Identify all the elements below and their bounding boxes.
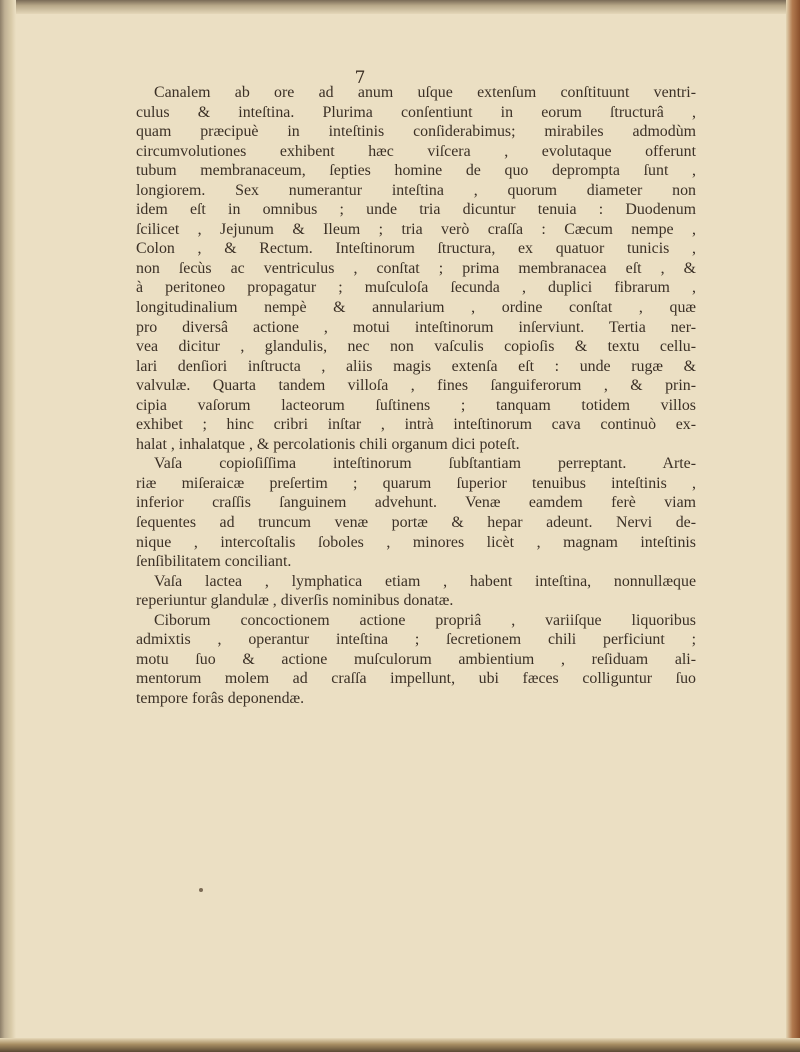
text-line: culus & inteſtina. Plurima conſentiunt in eorum ſtructurâ , bbox=[136, 103, 696, 121]
text-line: mentorum molem ad craſſa impellunt, ubi fæces colliguntur ſuo bbox=[136, 670, 696, 688]
body-text bbox=[136, 83, 696, 709]
text-line: inferior craſſis ſanguinem advehunt. Venæ eamdem ferè viam bbox=[136, 494, 696, 512]
page-top-edge bbox=[0, 0, 800, 14]
text-line: ſequentes ad truncum venæ portæ & hepar adeunt. Nervi de- bbox=[136, 514, 696, 532]
text-line: halat , inhalatque , & percolationis chili organum dici poteſt. bbox=[136, 435, 520, 453]
text-line: valvulæ. Quarta tandem villoſa , fines ſanguiferorum , & prin- bbox=[136, 377, 696, 395]
text-line: lari denſiori inſtructa , aliis magis extenſa eſt : unde rugæ & bbox=[136, 357, 696, 375]
text-line: Vaſa lactea , lymphatica etiam , habent inteſtina, nonnullæque bbox=[154, 572, 696, 590]
text-line: longiorem. Sex numerantur inteſtina , quorum diameter non bbox=[136, 181, 696, 199]
text-line: tempore forâs deponendæ. bbox=[136, 689, 305, 707]
ink-spot bbox=[199, 888, 203, 892]
text-line: pro diversâ actione , motui inteſtinorum inſerviunt. Tertia ner- bbox=[136, 318, 696, 336]
page-right-edge bbox=[786, 0, 800, 1052]
text-line: circumvolutiones exhibent hæc viſcera , evolutaque offerunt bbox=[136, 142, 696, 160]
text-line: reperiuntur glandulæ , diverſis nominibus donatæ. bbox=[136, 592, 454, 610]
page-bottom-edge bbox=[0, 1038, 800, 1052]
text-line: Ciborum concoctionem actione propriâ , variiſque liquoribus bbox=[154, 611, 696, 629]
text-line: ſcilicet , Jejunum & Ileum ; tria verò craſſa : Cæcum nempe , bbox=[136, 220, 696, 238]
page-left-edge bbox=[0, 0, 16, 1052]
text-line: admixtis , operantur inteſtina ; ſecretionem chili perficiunt ; bbox=[136, 631, 696, 649]
text-line: tubum membranaceum, ſepties homine de quo deprompta ſunt , bbox=[136, 162, 696, 180]
text-line: à peritoneo propagatur ; muſculoſa ſecunda , duplici fibrarum , bbox=[136, 279, 696, 297]
text-line: exhibet ; hinc cribri inſtar , intrà inteſtinorum cava continuò ex- bbox=[136, 416, 696, 434]
text-line: Colon , & Rectum. Inteſtinorum ſtructura, ex quatuor tunicis , bbox=[136, 240, 696, 258]
text-line: longitudinalium nempè & annularium , ordine conſtat , quæ bbox=[136, 299, 696, 317]
text-line: ſenſibilitatem conciliant. bbox=[136, 553, 292, 571]
text-line: vea dicitur , glandulis, nec non vaſculis copioſis & textu cellu- bbox=[136, 338, 696, 356]
page-number: 7 bbox=[354, 68, 366, 88]
text-line: riæ miſeraicæ preſertim ; quarum ſuperior tenuibus inteſtinis , bbox=[136, 474, 696, 492]
text-line: nique , intercoſtalis ſoboles , minores licèt , magnam inteſtinis bbox=[136, 533, 696, 551]
text-line: non ſecùs ac ventriculus , conſtat ; prima membranacea eſt , & bbox=[136, 259, 696, 277]
text-line: cipia vaſorum lacteorum ſuſtinens ; tanquam totidem villos bbox=[136, 396, 696, 414]
text-line: motu ſuo & actione muſculorum ambientium , reſiduam ali- bbox=[136, 650, 696, 668]
text-line: Canalem ab ore ad anum uſque extenſum conſtituunt ventri- bbox=[154, 84, 696, 101]
text-line: Vaſa copioſiſſima inteſtinorum ſubſtantiam perreptant. Arte- bbox=[154, 455, 696, 473]
text-line: quam præcipuè in inteſtinis conſiderabimus; mirabiles admodùm bbox=[136, 123, 696, 141]
text-line: idem eſt in omnibus ; unde tria dicuntur tenuia : Duodenum bbox=[136, 201, 696, 219]
